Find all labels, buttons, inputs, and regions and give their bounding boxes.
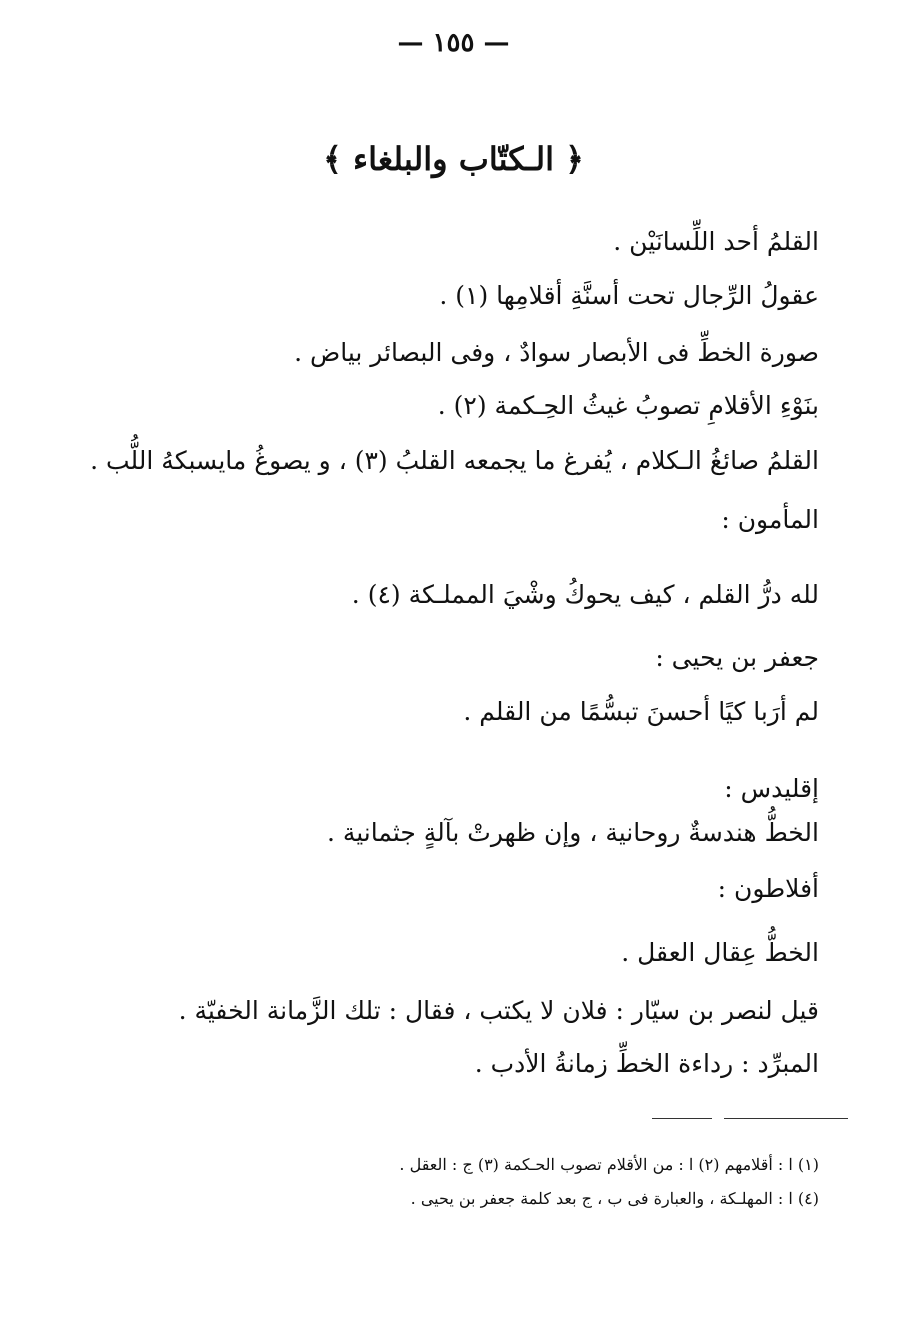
- speaker-name: جعفر بن يحيى :: [655, 643, 819, 672]
- quote-line: الخطُّ هندسةٌ روحانية ، وإن ظهرتْ بآلةٍ جثمانية .: [326, 818, 819, 847]
- footnote-separator: [652, 1118, 712, 1119]
- footnote-separator: [724, 1118, 848, 1119]
- footnote-line: (٤) ا : المهلـكة ، والعبارة فى ب ، ج بعد كلمة جعفر بن يحيى .: [410, 1189, 819, 1208]
- quote-line: لله درُّ القلم ، كيف يحوكُ وشْيَ المملـكة (٤) .: [351, 580, 819, 609]
- text-line: قيل لنصر بن سيّار : فلان لا يكتب ، فقال : تلك الزَّمانة الخفيّة .: [178, 996, 819, 1025]
- text-line: القلمُ أحد اللِّسانَيْن .: [613, 227, 819, 256]
- speaker-name: أفلاطون :: [717, 874, 819, 903]
- text-line: بنَوْءِ الأقلامِ تصوبُ غيثُ الحِـكمة (٢) .: [437, 391, 819, 420]
- text-line: صورة الخطِّ فى الأبصار سوادٌ ، وفى البصائر بياض .: [294, 338, 819, 367]
- page-number: — ١٥٥ —: [397, 28, 510, 58]
- quote-line: لم أرَبا كيًا أحسنَ تبسُّمًا من القلم .: [463, 697, 819, 726]
- text-line: عقولُ الرِّجال تحت أسنَّةِ أقلامِها (١) .: [439, 281, 819, 310]
- quote-line: الخطُّ عِقال العقل .: [621, 938, 819, 967]
- text-line: المبرِّد : رداءة الخطِّ زمانةُ الأدب .: [474, 1049, 819, 1078]
- text-line: القلمُ صائغُ الـكلام ، يُفرغ ما يجمعه القلبُ (٣) ، و يصوغُ مايسبكهُ اللُّب .: [90, 446, 819, 475]
- speaker-name: إقليدس :: [724, 774, 819, 803]
- speaker-name: المأمون :: [721, 505, 819, 534]
- footnote-line: (١) ا : أقلامهم (٢) ا : من الأقلام تصوب الحـكمة (٣) ج : العقل .: [399, 1155, 819, 1174]
- section-title: ﴿ الـكتّاب والبلغاء ﴾: [323, 140, 584, 178]
